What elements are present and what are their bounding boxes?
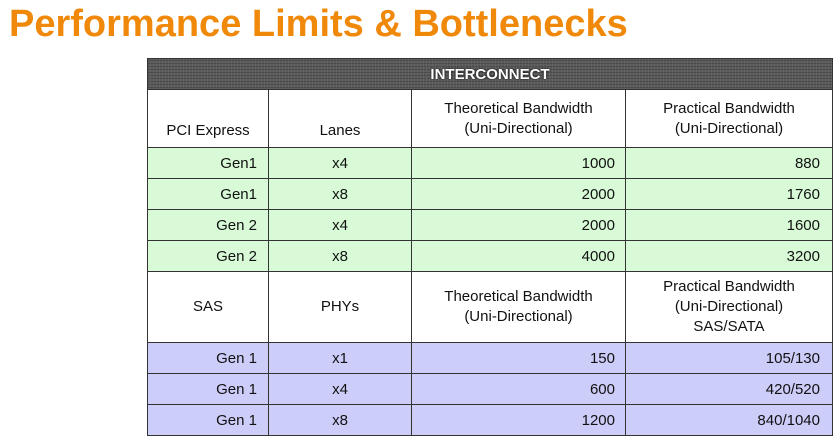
page-title: Performance Limits & Bottlenecks xyxy=(9,3,628,45)
header-line: (Uni-Directional) xyxy=(464,119,573,137)
sas-header-row xyxy=(148,272,833,343)
generation-cell: Gen 2 xyxy=(148,210,269,241)
generation-cell: Gen1 xyxy=(148,179,269,210)
generation-cell: Gen1 xyxy=(148,148,269,179)
theoretical-bandwidth-header xyxy=(412,90,626,148)
sas-column-header: SAS xyxy=(148,272,269,343)
practical-cell: 1760 xyxy=(626,179,833,210)
table-heading: INTERCONNECT xyxy=(148,59,833,90)
table-row xyxy=(148,241,833,272)
lanes-cell: x4 xyxy=(269,210,412,241)
generation-cell: Gen 1 xyxy=(148,374,269,405)
phys-cell: x8 xyxy=(269,405,412,436)
phys-column-header: PHYs xyxy=(269,272,412,343)
lanes-cell: x8 xyxy=(269,241,412,272)
generation-cell: Gen 2 xyxy=(148,241,269,272)
header-line: Theoretical Bandwidth xyxy=(444,99,593,117)
pcie-column-header: PCI Express xyxy=(148,90,269,148)
generation-cell: Gen 1 xyxy=(148,405,269,436)
header-line: Practical Bandwidth xyxy=(663,278,795,295)
practical-cell: 420/520 xyxy=(626,374,833,405)
table-row xyxy=(148,148,833,179)
practical-cell: 1600 xyxy=(626,210,833,241)
header-line: Practical Bandwidth xyxy=(663,99,795,117)
table-row xyxy=(148,405,833,436)
theoretical-cell: 2000 xyxy=(412,179,626,210)
header-line: (Uni-Directional) xyxy=(674,119,784,137)
header-line: (Uni-Directional) xyxy=(464,308,573,325)
theoretical-cell: 600 xyxy=(412,374,626,405)
header-line: Theoretical Bandwidth xyxy=(444,288,593,305)
header-line: (Uni-Directional) xyxy=(674,298,784,315)
lanes-column-header: Lanes xyxy=(269,90,412,148)
practical-cell: 3200 xyxy=(626,241,833,272)
generation-cell: Gen 1 xyxy=(148,343,269,374)
practical-cell: 105/130 xyxy=(626,343,833,374)
table-row xyxy=(148,374,833,405)
header-line: SAS/SATA xyxy=(693,318,765,335)
practical-bandwidth-header xyxy=(626,90,833,148)
theoretical-cell: 1200 xyxy=(412,405,626,436)
theoretical-cell: 2000 xyxy=(412,210,626,241)
table-row xyxy=(148,210,833,241)
practical-cell: 840/1040 xyxy=(626,405,833,436)
lanes-cell: x8 xyxy=(269,179,412,210)
interconnect-table xyxy=(147,58,833,436)
theoretical-bandwidth-header xyxy=(412,272,626,343)
lanes-cell: x4 xyxy=(269,148,412,179)
phys-cell: x1 xyxy=(269,343,412,374)
practical-bandwidth-header xyxy=(626,272,833,343)
practical-cell: 880 xyxy=(626,148,833,179)
table-row xyxy=(148,343,833,374)
pcie-header-row xyxy=(148,90,833,148)
table-row xyxy=(148,179,833,210)
theoretical-cell: 1000 xyxy=(412,148,626,179)
phys-cell: x4 xyxy=(269,374,412,405)
theoretical-cell: 150 xyxy=(412,343,626,374)
theoretical-cell: 4000 xyxy=(412,241,626,272)
